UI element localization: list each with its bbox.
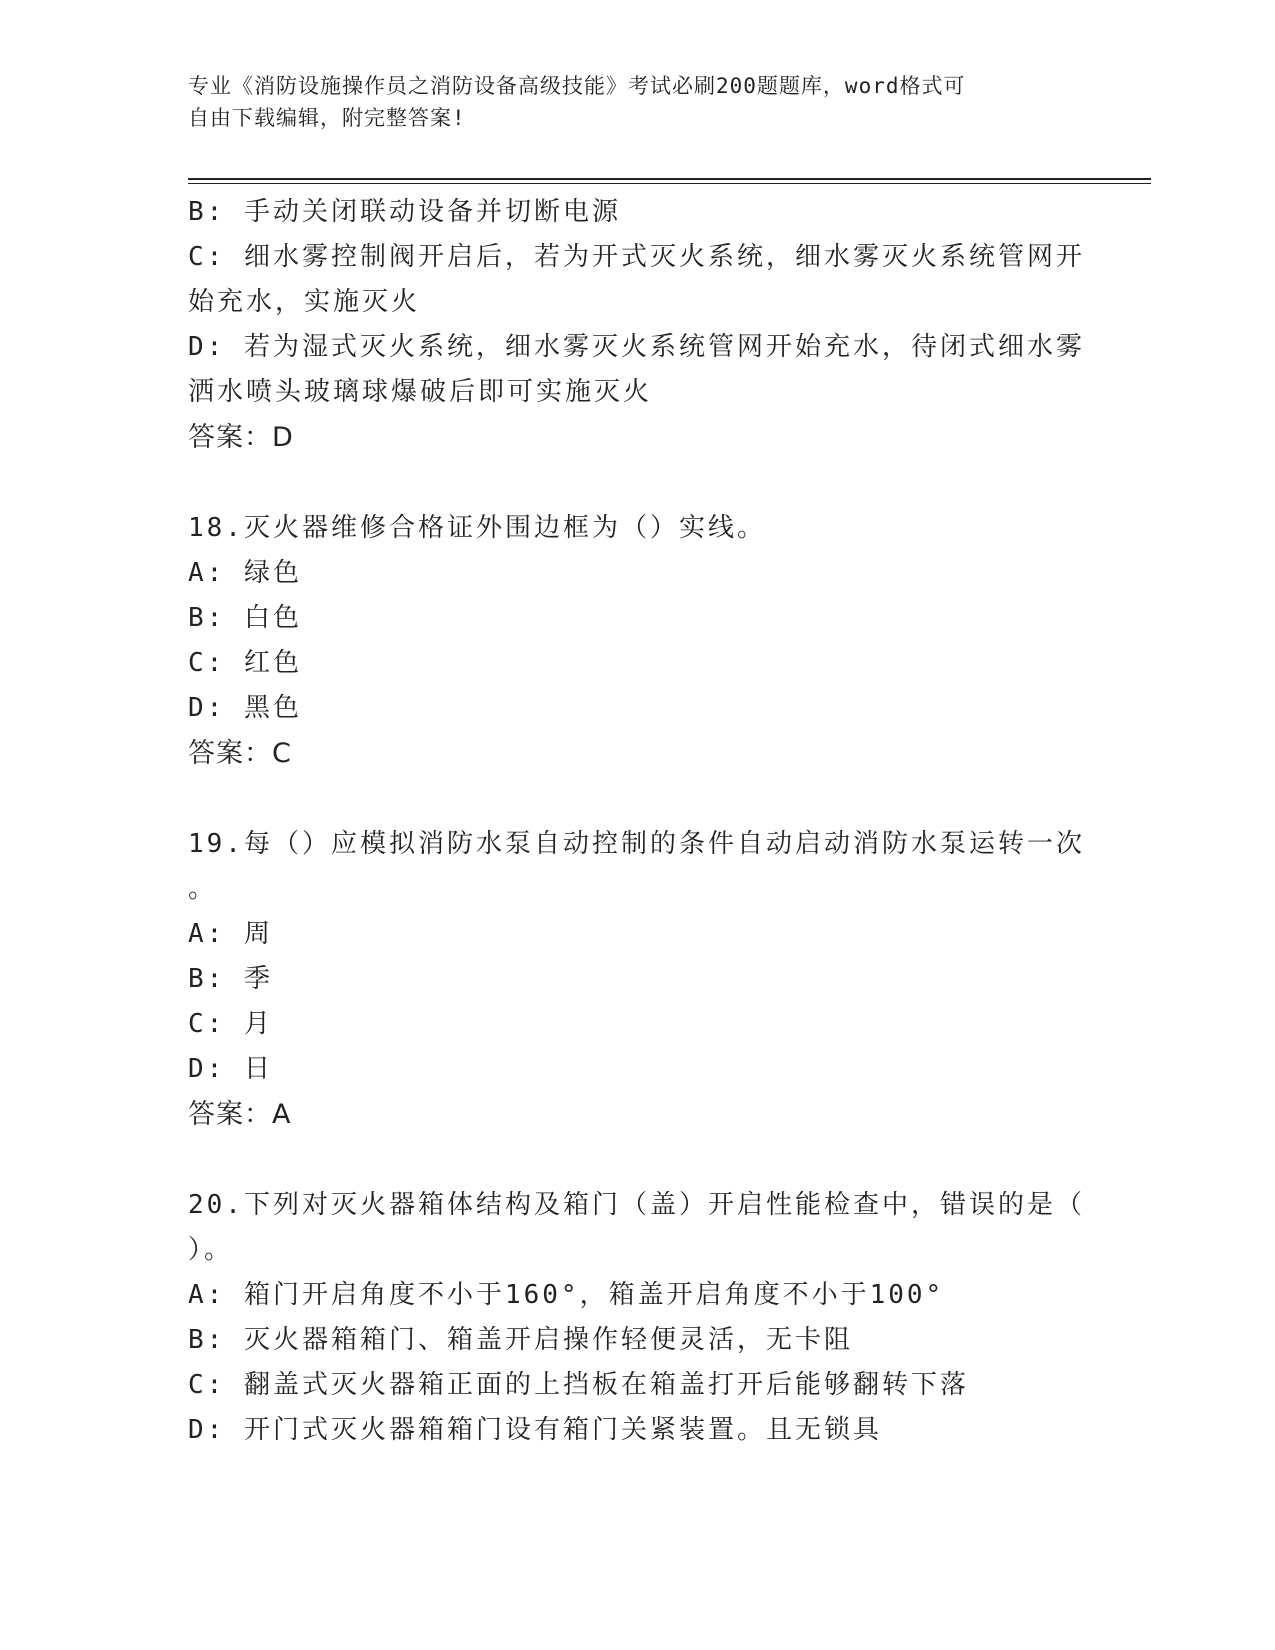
document-header — [188, 70, 1088, 134]
q20-option-d: D: 开门式灭火器箱箱门设有箱门关紧装置。且无锁具 — [188, 1415, 882, 1445]
q20-option-a: A: 箱门开启角度不小于160°，箱盖开启角度不小于100° — [188, 1280, 945, 1310]
question-18 — [188, 506, 1088, 776]
q18-option-c: C: 红色 — [188, 648, 302, 678]
question-17 — [188, 190, 1088, 460]
spacer — [188, 460, 1088, 506]
header-rule-thick — [188, 178, 1151, 180]
q17-option-c-line2: 始充水，实施灭火 — [188, 287, 421, 317]
q19-option-a: A: 周 — [188, 919, 273, 949]
header-line-1: 专业《消防设施操作员之消防设备高级技能》考试必刷200题题库，word格式可 — [188, 74, 966, 98]
q20-question-line2: ）。 — [188, 1235, 234, 1265]
q18-question: 18.灭火器维修合格证外围边框为（）实线。 — [188, 513, 766, 543]
q17-answer: 答案：D — [188, 422, 294, 453]
q17-option-b: B: 手动关闭联动设备并切断电源 — [188, 197, 621, 227]
q19-question-line1: 19.每（）应模拟消防水泵自动控制的条件自动启动消防水泵运转一次 — [188, 829, 1085, 859]
question-19 — [188, 822, 1088, 1137]
q19-question-line2: 。 — [188, 874, 218, 904]
spacer — [188, 1137, 1088, 1183]
q17-option-c-line1: C: 细水雾控制阀开启后，若为开式灭火系统，细水雾灭火系统管网开 — [188, 242, 1085, 272]
q19-option-b: B: 季 — [188, 964, 273, 994]
question-content — [188, 190, 1088, 1453]
header-line-2: 自由下载编辑，附完整答案! — [188, 106, 466, 130]
q18-option-a: A: 绿色 — [188, 558, 302, 588]
q20-question-line1: 20.下列对灭火器箱体结构及箱门（盖）开启性能检查中，错误的是（ — [188, 1190, 1085, 1220]
q17-option-d-line2: 洒水喷头玻璃球爆破后即可实施灭火 — [188, 377, 653, 407]
question-20 — [188, 1183, 1088, 1453]
spacer — [188, 776, 1088, 822]
header-rule-thin — [188, 183, 1151, 184]
q18-option-d: D: 黑色 — [188, 693, 302, 723]
q19-option-d: D: 日 — [188, 1054, 273, 1084]
q17-option-d-line1: D: 若为湿式灭火系统，细水雾灭火系统管网开始充水，待闭式细水雾 — [188, 332, 1085, 362]
q18-option-b: B: 白色 — [188, 603, 302, 633]
q20-option-b: B: 灭火器箱箱门、箱盖开启操作轻便灵活，无卡阻 — [188, 1325, 853, 1355]
q19-option-c: C: 月 — [188, 1009, 273, 1039]
q20-option-c: C: 翻盖式灭火器箱正面的上挡板在箱盖打开后能够翻转下落 — [188, 1370, 969, 1400]
q19-answer: 答案：A — [188, 1099, 292, 1130]
q18-answer: 答案：C — [188, 738, 292, 769]
